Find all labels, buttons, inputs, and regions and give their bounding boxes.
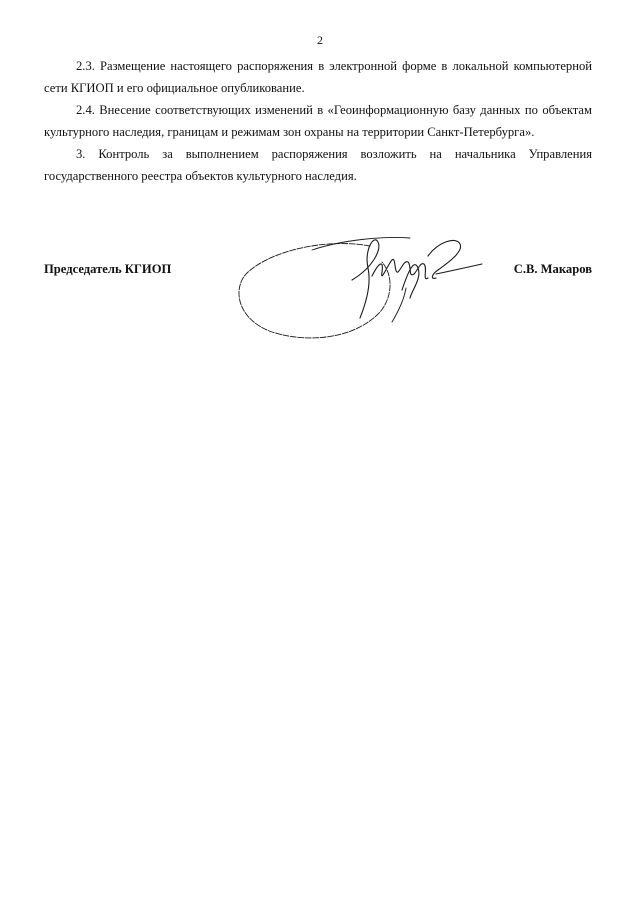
signer-name: С.В. Макаров <box>513 262 592 276</box>
handwritten-signature <box>232 228 492 346</box>
paragraph-2-4: 2.4. Внесение соответствующих изменений в «Геоинформационную базу данных по объектам культурного наследия, границам и режимам зон охраны на территории Санкт-Петербурга». <box>44 103 592 139</box>
paragraph-2-3: 2.3. Размещение настоящего распоряжения в электронной форме в локальной компьютерной сети КГИОП и его официальное опубликование. <box>44 59 592 95</box>
page-number: 2 <box>317 33 323 47</box>
document-body <box>44 55 592 187</box>
signature-block <box>44 262 592 282</box>
paragraph-3: 3. Контроль за выполнением распоряжения возложить на начальника Управления государственного реестра объектов культурного наследия. <box>44 147 592 183</box>
signer-title: Председатель КГИОП <box>44 262 172 276</box>
signature-tick-stroke <box>392 288 406 322</box>
